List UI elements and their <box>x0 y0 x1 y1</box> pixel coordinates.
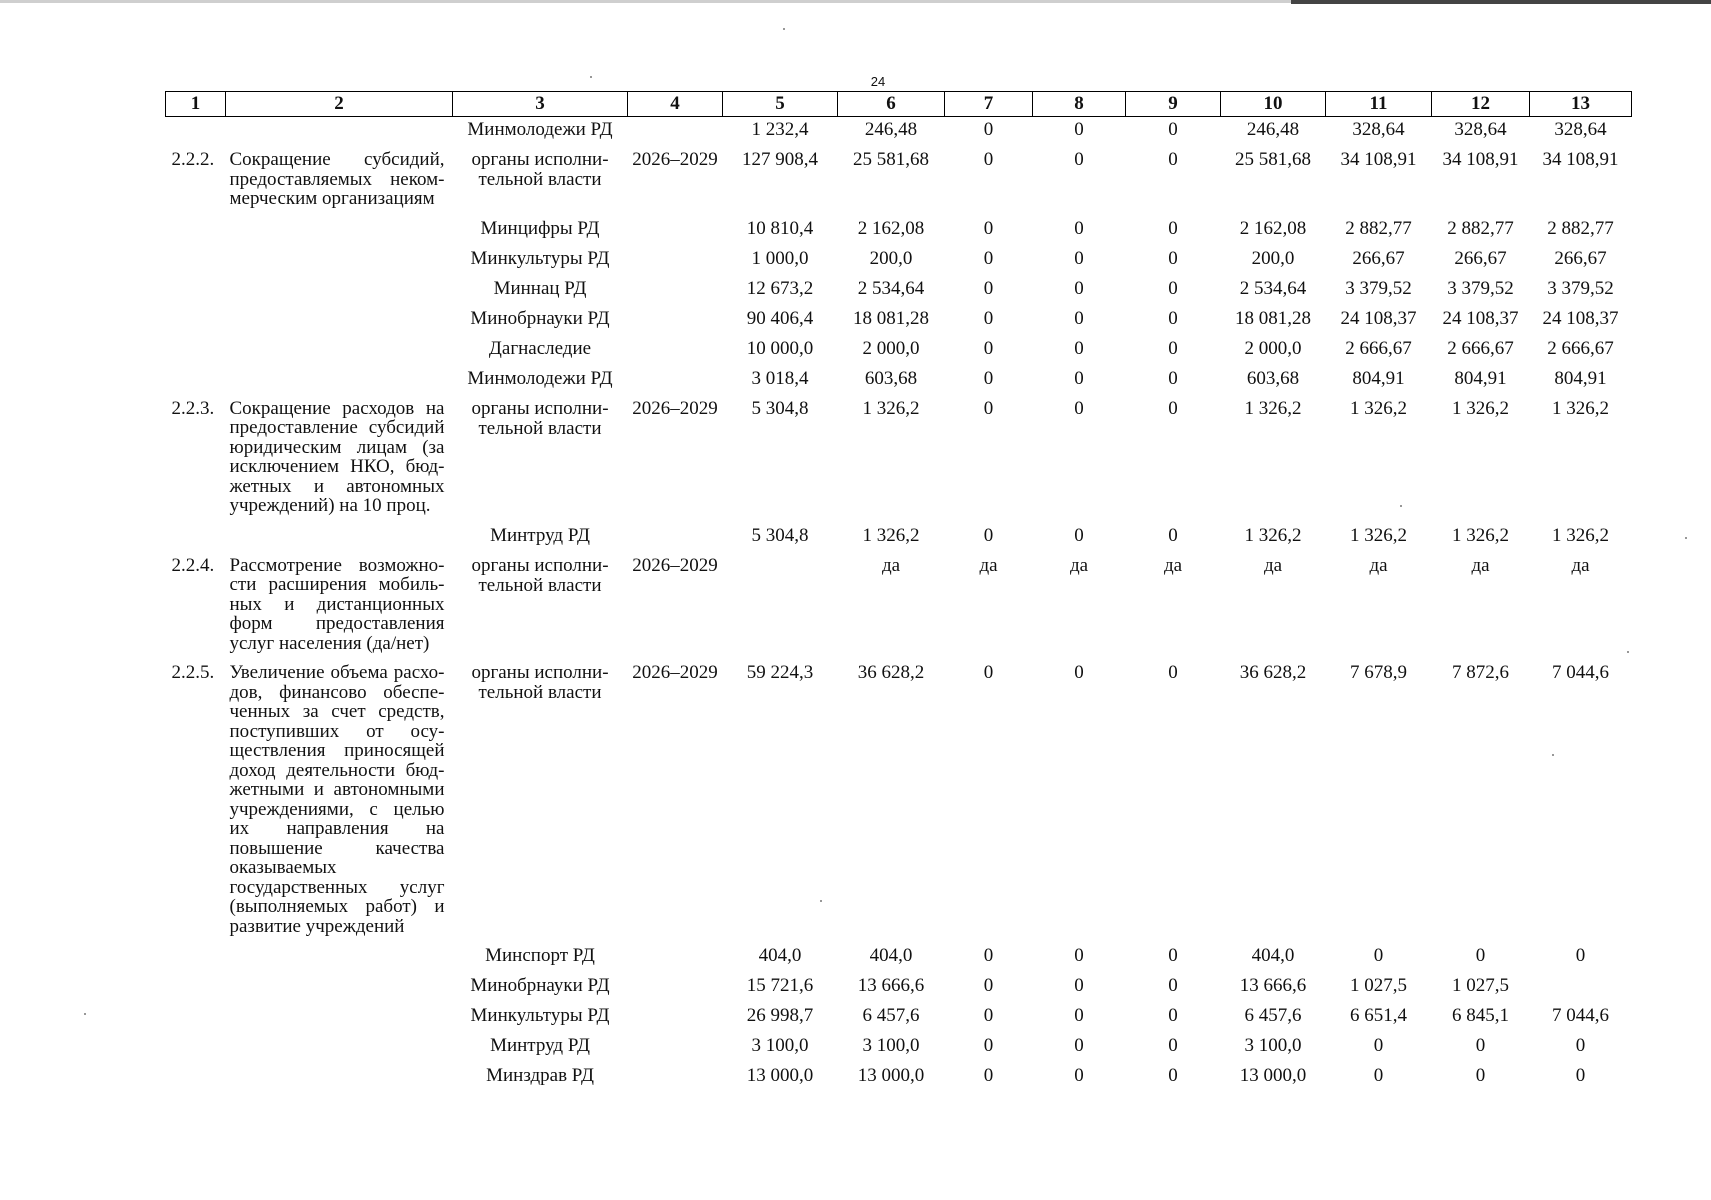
value-col-5: 26 998,7 <box>746 1005 814 1026</box>
value-col-5: 10 810,4 <box>746 217 814 239</box>
table-row <box>166 147 1632 216</box>
value-col-12: 1 027,5 <box>1452 975 1509 996</box>
measure-number <box>166 276 226 306</box>
value-col-10: 404,0 <box>1251 945 1295 966</box>
value-col-9: 0 <box>1168 337 1178 359</box>
value-col-8: 0 <box>1074 975 1084 996</box>
value-col-6: 13 666,6 <box>857 975 925 996</box>
value-col-11: 266,67 <box>1352 247 1405 269</box>
value-col-8: 0 <box>1074 277 1084 299</box>
value-col-13: 24 108,37 <box>1542 307 1619 329</box>
col-header: 12 <box>1432 92 1530 117</box>
executor: органы исполнительной власти <box>471 662 609 703</box>
table-row <box>166 216 1632 246</box>
value-col-9: 0 <box>1168 524 1178 546</box>
value-col-5: 12 673,2 <box>746 277 814 299</box>
value-col-10: 36 628,2 <box>1239 662 1307 683</box>
value-col-10: 603,68 <box>1246 367 1300 389</box>
col-header: 13 <box>1530 92 1632 117</box>
table-row <box>166 336 1632 366</box>
value-col-7: 0 <box>983 367 994 389</box>
col-header: 1 <box>166 92 226 117</box>
table-row <box>166 276 1632 306</box>
executor: органы исполнительной власти <box>471 397 609 439</box>
measure-number <box>166 306 226 336</box>
value-col-11: 0 <box>1373 945 1384 966</box>
value-col-8: да <box>1069 554 1089 576</box>
col-header: 4 <box>628 92 723 117</box>
scan-speck <box>783 28 785 30</box>
value-col-11: 328,64 <box>1326 117 1432 148</box>
measure-name <box>226 117 453 148</box>
value-col-13: 266,67 <box>1554 247 1607 269</box>
value-col-7: 0 <box>945 117 1033 148</box>
value-col-11: 0 <box>1373 1035 1384 1056</box>
executor: органы исполнительной власти <box>471 554 609 596</box>
value-col-9: 0 <box>1168 1005 1178 1026</box>
value-col-7: 0 <box>983 1035 994 1056</box>
value-col-11: 1 326,2 <box>1350 397 1407 419</box>
value-col-11: 0 <box>1373 1065 1384 1086</box>
period <box>628 276 723 306</box>
value-col-11: 2 666,67 <box>1345 337 1412 359</box>
period <box>628 306 723 336</box>
executor: органы исполнительной власти <box>471 149 609 190</box>
value-col-12: 6 845,1 <box>1452 1005 1509 1026</box>
value-col-13: 0 <box>1575 945 1586 966</box>
value-col-9: да <box>1163 554 1183 576</box>
value-col-6: 603,68 <box>864 367 918 389</box>
period: 2026–2029 <box>632 149 718 170</box>
value-col-7: да <box>979 554 998 576</box>
measure-number <box>166 117 226 148</box>
value-col-12: 2 666,67 <box>1447 337 1514 359</box>
value-col-6: 13 000,0 <box>857 1065 925 1086</box>
value-col-9: 0 <box>1168 1035 1178 1056</box>
value-col-5: 15 721,6 <box>746 975 814 996</box>
measure-number <box>166 366 226 396</box>
value-col-10: 1 326,2 <box>1244 524 1302 546</box>
value-col-8: 0 <box>1074 1005 1084 1026</box>
measure-name: Увеличение объема расходов, финансово обеспеченных за счет средств, поступивших от осуществления приносящей доход деятельности бюджетными и автономными учреждениями, с целью их направления на повышение качества оказываемых государственных услуг (выполняемых работ) и развитие учреждений <box>229 662 445 937</box>
value-col-7: 0 <box>983 1005 994 1026</box>
value-col-5: 3 100,0 <box>751 1035 809 1056</box>
value-col-8: 0 <box>1033 117 1126 148</box>
measure-name <box>226 523 453 553</box>
period <box>628 973 723 1003</box>
value-col-9: 0 <box>1168 662 1178 683</box>
value-col-10: 200,0 <box>1251 247 1295 269</box>
executor: Минздрав РД <box>486 1065 594 1086</box>
executor: Минспорт РД <box>485 945 595 966</box>
measure-name <box>226 336 453 366</box>
period: 2026–2029 <box>632 662 718 683</box>
value-col-8: 0 <box>1074 1065 1084 1086</box>
value-col-10: 18 081,28 <box>1235 307 1311 329</box>
measure-number <box>166 523 226 553</box>
value-col-12: 0 <box>1475 1035 1486 1056</box>
value-col-7: 0 <box>983 1065 994 1086</box>
value-col-10: 25 581,68 <box>1235 149 1311 170</box>
value-col-13: 804,91 <box>1554 367 1607 389</box>
value-col-9: 0 <box>1168 367 1178 389</box>
value-col-7: 0 <box>983 337 994 359</box>
executor: Минмолодежи РД <box>453 117 628 148</box>
measure-name <box>226 276 453 306</box>
value-col-12: 34 108,91 <box>1442 149 1519 170</box>
period <box>628 246 723 276</box>
value-col-13: 2 666,67 <box>1547 337 1614 359</box>
measure-number: 2.2.2. <box>171 149 215 170</box>
value-col-12: 804,91 <box>1454 367 1507 389</box>
value-col-9: 0 <box>1168 397 1178 419</box>
value-col-9: 0 <box>1168 975 1178 996</box>
scan-speck <box>590 76 592 78</box>
measure-name: Сокращение расходов на предоставление субсидий юридическим лицам (за исключением НКО, бюджетных и автономных учреждений) на 10 проц. <box>229 397 445 516</box>
value-col-6: 18 081,28 <box>853 307 929 329</box>
scan-speck <box>1400 505 1402 507</box>
col-header: 11 <box>1326 92 1432 117</box>
value-col-8: 0 <box>1074 397 1084 419</box>
table-row <box>166 1033 1632 1063</box>
value-col-9: 0 <box>1168 149 1178 170</box>
value-col-5: 5 304,8 <box>751 524 809 546</box>
value-col-13: 0 <box>1575 1065 1586 1086</box>
measure-number <box>166 1003 226 1033</box>
value-col-11: 6 651,4 <box>1350 1005 1407 1026</box>
value-col-13: да <box>1571 554 1590 576</box>
value-col-12: 328,64 <box>1432 117 1530 148</box>
col-header: 2 <box>226 92 453 117</box>
value-col-5: 59 224,3 <box>746 662 814 683</box>
measure-name <box>226 366 453 396</box>
measure-name <box>226 1033 453 1063</box>
value-col-10: 2 162,08 <box>1239 217 1307 239</box>
value-col-10: 6 457,6 <box>1244 1005 1302 1026</box>
scan-speck <box>1627 651 1629 653</box>
measure-name <box>226 1003 453 1033</box>
value-col-11: 804,91 <box>1352 367 1405 389</box>
measure-name <box>226 306 453 336</box>
value-col-12: 1 326,2 <box>1452 524 1509 546</box>
measure-number <box>166 336 226 366</box>
value-col-10: 1 326,2 <box>1244 397 1302 419</box>
period: 2026–2029 <box>632 554 718 576</box>
col-header: 5 <box>723 92 838 117</box>
period <box>628 1003 723 1033</box>
scan-speck <box>84 1013 86 1015</box>
executor: Минобрнауки РД <box>470 975 610 996</box>
value-col-8: 0 <box>1074 367 1084 389</box>
period <box>628 336 723 366</box>
value-col-8: 0 <box>1074 217 1084 239</box>
executor: Минтруд РД <box>490 524 590 546</box>
executor: Минцифры РД <box>480 217 600 239</box>
value-col-7: 0 <box>983 975 994 996</box>
table-row <box>166 973 1632 1003</box>
measure-number: 2.2.5. <box>171 662 215 683</box>
col-header: 8 <box>1033 92 1126 117</box>
executor: Минкультуры РД <box>470 247 610 269</box>
value-col-6: 6 457,6 <box>862 1005 920 1026</box>
col-header: 3 <box>453 92 628 117</box>
table-row <box>166 1003 1632 1033</box>
value-col-12: 3 379,52 <box>1447 277 1514 299</box>
value-col-13: 0 <box>1575 1035 1586 1056</box>
header-row <box>166 92 1632 117</box>
scan-speck <box>1685 537 1687 539</box>
value-col-11: 1 326,2 <box>1350 524 1407 546</box>
value-col-7: 0 <box>983 524 994 546</box>
value-col-12: 2 882,77 <box>1447 217 1514 239</box>
value-col-13: 7 044,6 <box>1552 662 1609 683</box>
executor: Дагнаследие <box>488 337 592 359</box>
value-col-6: 404,0 <box>869 945 913 966</box>
table-row <box>166 1063 1632 1093</box>
value-col-12: 7 872,6 <box>1452 662 1509 683</box>
value-col-9: 0 <box>1168 277 1178 299</box>
value-col-5: 3 018,4 <box>751 367 809 389</box>
value-col-13: 3 379,52 <box>1547 277 1614 299</box>
period <box>628 366 723 396</box>
value-col-11: да <box>1369 554 1388 576</box>
value-col-10: 13 666,6 <box>1239 975 1307 996</box>
table-row <box>166 246 1632 276</box>
value-col-6: 2 162,08 <box>857 217 925 239</box>
scan-speck <box>820 900 822 902</box>
value-col-11: 34 108,91 <box>1340 149 1417 170</box>
value-col-12: 0 <box>1475 1065 1486 1086</box>
executor: Минкультуры РД <box>470 1005 610 1026</box>
value-col-5 <box>723 553 838 661</box>
value-col-13: 1 326,2 <box>1552 524 1609 546</box>
value-col-10: 13 000,0 <box>1239 1065 1307 1086</box>
col-header: 7 <box>945 92 1033 117</box>
measure-number <box>166 1033 226 1063</box>
value-col-9: 0 <box>1126 117 1221 148</box>
value-col-7: 0 <box>983 277 994 299</box>
value-col-7: 0 <box>983 307 994 329</box>
value-col-6: 1 326,2 <box>862 524 920 546</box>
value-col-6: 246,48 <box>838 117 945 148</box>
value-col-12: 1 326,2 <box>1452 397 1509 419</box>
scan-edge-dark <box>1291 0 1711 4</box>
value-col-7: 0 <box>983 217 994 239</box>
budget-measures-table <box>165 91 1632 1093</box>
table-row <box>166 553 1632 661</box>
value-col-11: 7 678,9 <box>1350 662 1407 683</box>
measure-name <box>226 246 453 276</box>
measure-number <box>166 943 226 973</box>
executor: Миннац РД <box>493 277 587 299</box>
measure-name <box>226 216 453 246</box>
value-col-10: 2 000,0 <box>1244 337 1302 359</box>
table-row <box>166 660 1632 943</box>
value-col-8: 0 <box>1074 945 1084 966</box>
value-col-9: 0 <box>1168 247 1178 269</box>
value-col-6: 36 628,2 <box>857 662 925 683</box>
value-col-5: 10 000,0 <box>746 337 814 359</box>
value-col-13 <box>1530 973 1632 1003</box>
value-col-8: 0 <box>1074 1035 1084 1056</box>
value-col-11: 3 379,52 <box>1345 277 1412 299</box>
value-col-5: 5 304,8 <box>751 397 809 419</box>
col-header: 9 <box>1126 92 1221 117</box>
value-col-8: 0 <box>1074 247 1084 269</box>
measure-number: 2.2.3. <box>171 397 215 419</box>
period <box>628 117 723 148</box>
value-col-8: 0 <box>1074 149 1084 170</box>
measure-number <box>166 1063 226 1093</box>
table-row <box>166 396 1632 523</box>
value-col-11: 2 882,77 <box>1345 217 1412 239</box>
value-col-10: 2 534,64 <box>1239 277 1307 299</box>
value-col-8: 0 <box>1074 524 1084 546</box>
value-col-11: 24 108,37 <box>1340 307 1417 329</box>
value-col-5: 404,0 <box>758 945 802 966</box>
measure-number: 2.2.4. <box>171 554 215 576</box>
col-header: 6 <box>838 92 945 117</box>
value-col-10: да <box>1263 554 1283 576</box>
value-col-12: 24 108,37 <box>1442 307 1519 329</box>
table-row <box>166 523 1632 553</box>
value-col-10: 3 100,0 <box>1244 1035 1302 1056</box>
value-col-7: 0 <box>983 945 994 966</box>
executor: Минтруд РД <box>490 1035 590 1056</box>
value-col-8: 0 <box>1074 337 1084 359</box>
period <box>628 523 723 553</box>
value-col-5: 13 000,0 <box>746 1065 814 1086</box>
measure-number <box>166 246 226 276</box>
value-col-12: да <box>1471 554 1490 576</box>
col-header: 10 <box>1221 92 1326 117</box>
value-col-7: 0 <box>983 149 994 170</box>
table-body <box>166 117 1632 1094</box>
value-col-12: 266,67 <box>1454 247 1507 269</box>
value-col-9: 0 <box>1168 945 1178 966</box>
value-col-6: 3 100,0 <box>862 1035 920 1056</box>
value-col-9: 0 <box>1168 307 1178 329</box>
executor: Минобрнауки РД <box>470 307 610 329</box>
value-col-5: 127 908,4 <box>742 149 818 170</box>
period <box>628 943 723 973</box>
table-row <box>166 943 1632 973</box>
period <box>628 216 723 246</box>
table-row <box>166 117 1632 148</box>
measure-number <box>166 973 226 1003</box>
measure-name: Сокращение субсидий, предоставляемых некоммерческим организациям <box>229 149 445 209</box>
measure-name: Рассмотрение возможности расширения мобильных и дистанционных форм предоставления услуг населения (да/нет) <box>229 554 445 654</box>
value-col-13: 34 108,91 <box>1542 149 1619 170</box>
value-col-10: 246,48 <box>1221 117 1326 148</box>
value-col-7: 0 <box>983 247 994 269</box>
value-col-13: 7 044,6 <box>1552 1005 1609 1026</box>
value-col-5: 90 406,4 <box>746 307 814 329</box>
value-col-9: 0 <box>1168 1065 1178 1086</box>
value-col-8: 0 <box>1074 307 1084 329</box>
value-col-13: 2 882,77 <box>1547 217 1614 239</box>
measure-name <box>226 973 453 1003</box>
value-col-7: 0 <box>983 662 994 683</box>
value-col-5: 1 000,0 <box>751 247 809 269</box>
period <box>628 1033 723 1063</box>
executor: Минмолодежи РД <box>467 367 613 389</box>
value-col-7: 0 <box>983 397 994 419</box>
value-col-11: 1 027,5 <box>1350 975 1407 996</box>
value-col-6: 200,0 <box>869 247 913 269</box>
period <box>628 1063 723 1093</box>
value-col-12: 0 <box>1475 945 1486 966</box>
value-col-6: 2 000,0 <box>862 337 920 359</box>
value-col-5: 1 232,4 <box>723 117 838 148</box>
measure-number <box>166 216 226 246</box>
value-col-6: 1 326,2 <box>862 397 920 419</box>
period: 2026–2029 <box>632 397 718 419</box>
measure-name <box>226 1063 453 1093</box>
value-col-9: 0 <box>1168 217 1178 239</box>
measure-name <box>226 943 453 973</box>
table-row <box>166 306 1632 336</box>
page-number: 24 <box>870 74 886 89</box>
value-col-8: 0 <box>1074 662 1084 683</box>
value-col-13: 1 326,2 <box>1552 397 1609 419</box>
value-col-6: 2 534,64 <box>857 277 925 299</box>
value-col-6: 25 581,68 <box>853 149 929 170</box>
table-row <box>166 366 1632 396</box>
scan-speck <box>1552 754 1554 756</box>
value-col-6: да <box>881 554 901 576</box>
value-col-13: 328,64 <box>1530 117 1632 148</box>
